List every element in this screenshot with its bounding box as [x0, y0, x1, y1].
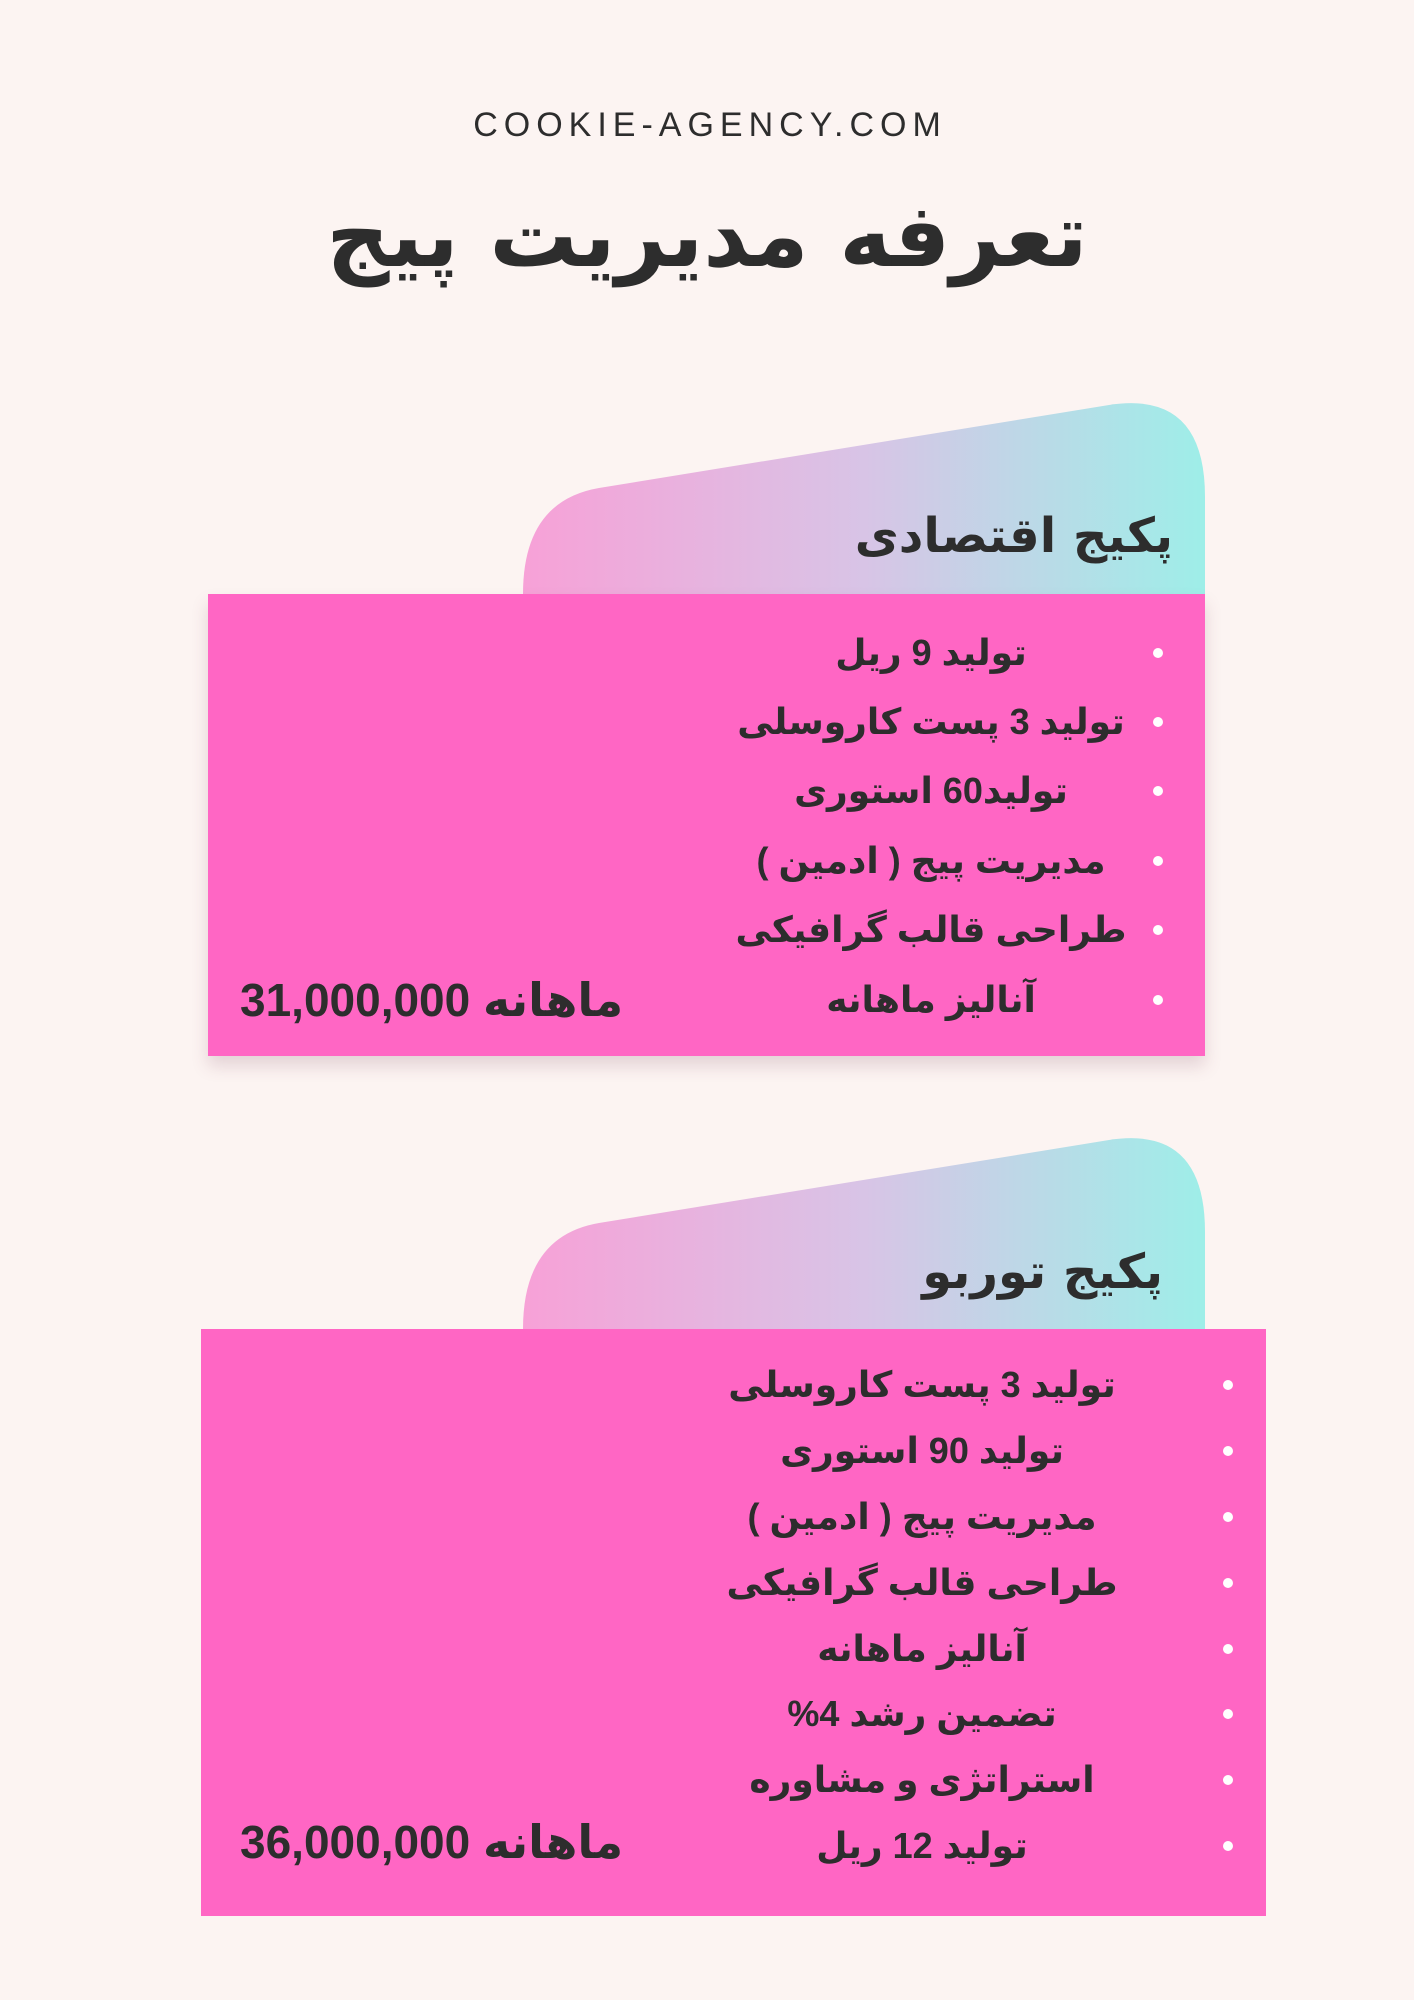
feature-list	[208, 594, 1205, 1034]
feature-item	[201, 1747, 1266, 1813]
bullet-icon	[1223, 1709, 1233, 1719]
feature-text: مدیریت پیج ( ادمین )	[756, 839, 1106, 881]
feature-text: تولید 12 ریل	[816, 1825, 1028, 1867]
site-url: COOKIE-AGENCY.COM	[473, 106, 947, 144]
feature-text: آنالیز ماهانه	[817, 1627, 1027, 1669]
feature-item	[201, 1616, 1266, 1682]
feature-text: آنالیز ماهانه	[826, 978, 1036, 1020]
bullet-icon	[1153, 648, 1163, 658]
bullet-icon	[1153, 995, 1163, 1005]
feature-item	[208, 896, 1205, 965]
bullet-icon	[1223, 1446, 1233, 1456]
feature-item	[201, 1681, 1266, 1747]
feature-item	[201, 1484, 1266, 1550]
feature-text: طراحی قالب گرافیکی	[735, 909, 1127, 951]
bullet-icon	[1223, 1380, 1233, 1390]
feature-list	[201, 1329, 1266, 1879]
feature-text: تولید60 استوری	[794, 770, 1068, 812]
bullet-icon	[1223, 1578, 1233, 1588]
feature-text: تولید 3 پست کاروسلی	[737, 701, 1125, 743]
bullet-icon	[1223, 1512, 1233, 1522]
feature-item	[208, 757, 1205, 826]
feature-text: تضمین رشد 4%	[787, 1693, 1057, 1735]
price-label: ماهانه 31,000,000	[240, 974, 624, 1026]
feature-item	[208, 687, 1205, 756]
feature-text: تولید 90 استوری	[780, 1429, 1064, 1471]
feature-text: طراحی قالب گرافیکی	[726, 1561, 1118, 1603]
package-card	[201, 1329, 1266, 1916]
bullet-icon	[1153, 856, 1163, 866]
bullet-icon	[1223, 1644, 1233, 1654]
feature-text: مدیریت پیج ( ادمین )	[747, 1495, 1097, 1537]
package-title: پکیج توربو	[922, 1244, 1163, 1300]
feature-text: تولید 3 پست کاروسلی	[728, 1363, 1116, 1405]
bullet-icon	[1223, 1841, 1233, 1851]
feature-text: تولید 9 ریل	[835, 631, 1027, 673]
price-label: ماهانه 36,000,000	[240, 1816, 624, 1868]
feature-item	[201, 1352, 1266, 1418]
feature-item	[201, 1418, 1266, 1484]
bullet-icon	[1223, 1775, 1233, 1785]
package-card	[208, 594, 1205, 1056]
package-title: پکیج اقتصادی	[854, 508, 1173, 564]
feature-item	[208, 618, 1205, 687]
feature-text: استراتژی و مشاوره	[749, 1759, 1095, 1801]
page-title: تعرفه مدیریت پیج	[326, 184, 1088, 287]
feature-item	[201, 1550, 1266, 1616]
feature-item	[208, 826, 1205, 895]
